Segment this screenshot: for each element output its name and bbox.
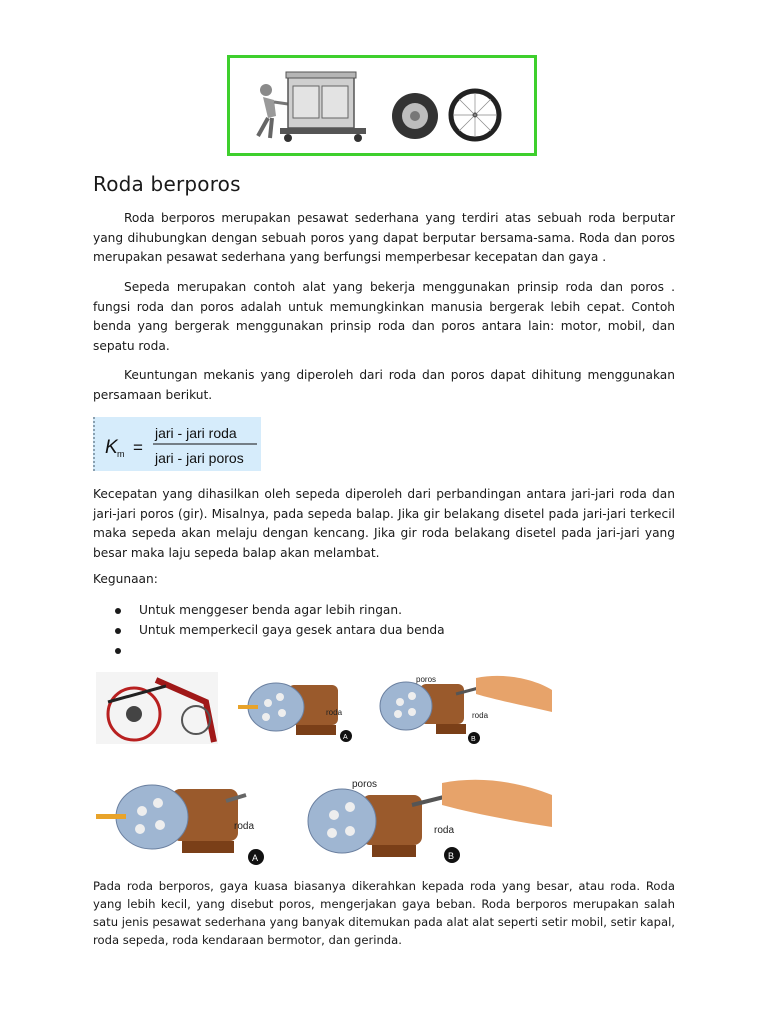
paragraph-mechanical-advantage: Keuntungan mekanis yang diperoleh dari roda dan poros dapat dihitung menggunakan persamaan berikut. — [93, 368, 675, 402]
sharpener-photo-a-small — [238, 675, 366, 745]
figure-label-a: A — [343, 734, 348, 741]
paragraph-speed: Kecepatan yang dihasilkan oleh sepeda diperoleh dari perbandingan antara jari-jari roda dan jari-jari poros (gir). Misalnya, pada sepeda balap. Jika gir belakang disetel pada jari-jari terkecil maka sepeda akan melaju dengan kencang. Jika gir roda belakang disetel pada jari-jari yang besar maka laju sepeda balap akan melambat. — [93, 487, 675, 560]
paragraph-definition: Roda berporos merupakan pesawat sederhana yang terdiri atas sebuah roda berputar yang dihubungkan dengan sebuah poros yang dapat berputar bersama-sama. Roda dan poros merupakan pesawat sederhana yang berfungsi memperbesar kecepatan dan gaya . — [93, 211, 675, 264]
page-title: Roda berporos — [93, 172, 241, 196]
paragraph-bicycle-example: Sepeda merupakan contoh alat yang bekerja menggunakan prinsip roda dan poros . fungsi roda dan poros adalah untuk memungkinkan manusia bergerak lebih cepat. Contoh benda yang bergerak menggunakan prinsip roda dan poros antara lain: motor, mobil, dan sepatu roda. — [93, 280, 675, 353]
list-item — [93, 641, 675, 661]
figure-label-a: A — [252, 853, 259, 863]
paragraph-summary: Pada roda berporos, gaya kuasa biasanya dikerahkan kepada roda yang besar, atau roda. Roda yang lebih kecil, yang disebut poros, mengerjakan gaya beban. Roda berporos merupakan salah satu jenis pesawat sederhana yang banyak ditemukan pada alat alat seperti setir mobil, setir kapal, roda sepeda, roda kendaraan bermotor, dan gerinda. — [93, 879, 675, 947]
figure-label-b: B — [448, 851, 455, 861]
mechanical-advantage-formula — [95, 417, 261, 471]
uses-list — [93, 601, 675, 661]
uses-label: Kegunaan: — [93, 572, 158, 586]
sharpener-photo-b-small — [376, 672, 552, 748]
figure-label-roda: roda — [234, 821, 255, 832]
bicycle-gear-photo — [96, 672, 218, 744]
figure-label-b: B — [471, 736, 476, 743]
figure-label-roda: roda — [434, 825, 455, 836]
formula-symbol: K — [105, 437, 118, 458]
list-item: Untuk memperkecil gaya gesek antara dua benda — [93, 621, 675, 641]
sharpener-photo-b-large — [302, 775, 552, 867]
formula-denominator: jari - jari poros — [155, 450, 244, 466]
figure-label-roda: roda — [326, 708, 343, 717]
pencil-sharpener-hand-icon — [376, 672, 552, 748]
figure-label-poros: poros — [352, 779, 378, 790]
bicycle-wheel-icon — [96, 672, 218, 744]
figure-label-poros: poros — [416, 675, 437, 684]
sharpener-photo-a-large — [96, 775, 276, 867]
pencil-sharpener-icon — [96, 775, 276, 867]
formula-numerator: jari - jari roda — [155, 425, 237, 441]
cart-wheel-icon — [230, 58, 534, 153]
hero-figure — [227, 55, 537, 156]
pencil-sharpener-hand-icon — [302, 775, 552, 867]
pencil-sharpener-icon — [238, 675, 366, 745]
list-item: Untuk menggeser benda agar lebih ringan. — [93, 601, 675, 621]
formula-box — [93, 417, 261, 471]
formula-subscript: m — [117, 449, 125, 459]
figure-label-roda: roda — [472, 711, 489, 720]
formula-equals: = — [133, 438, 143, 457]
